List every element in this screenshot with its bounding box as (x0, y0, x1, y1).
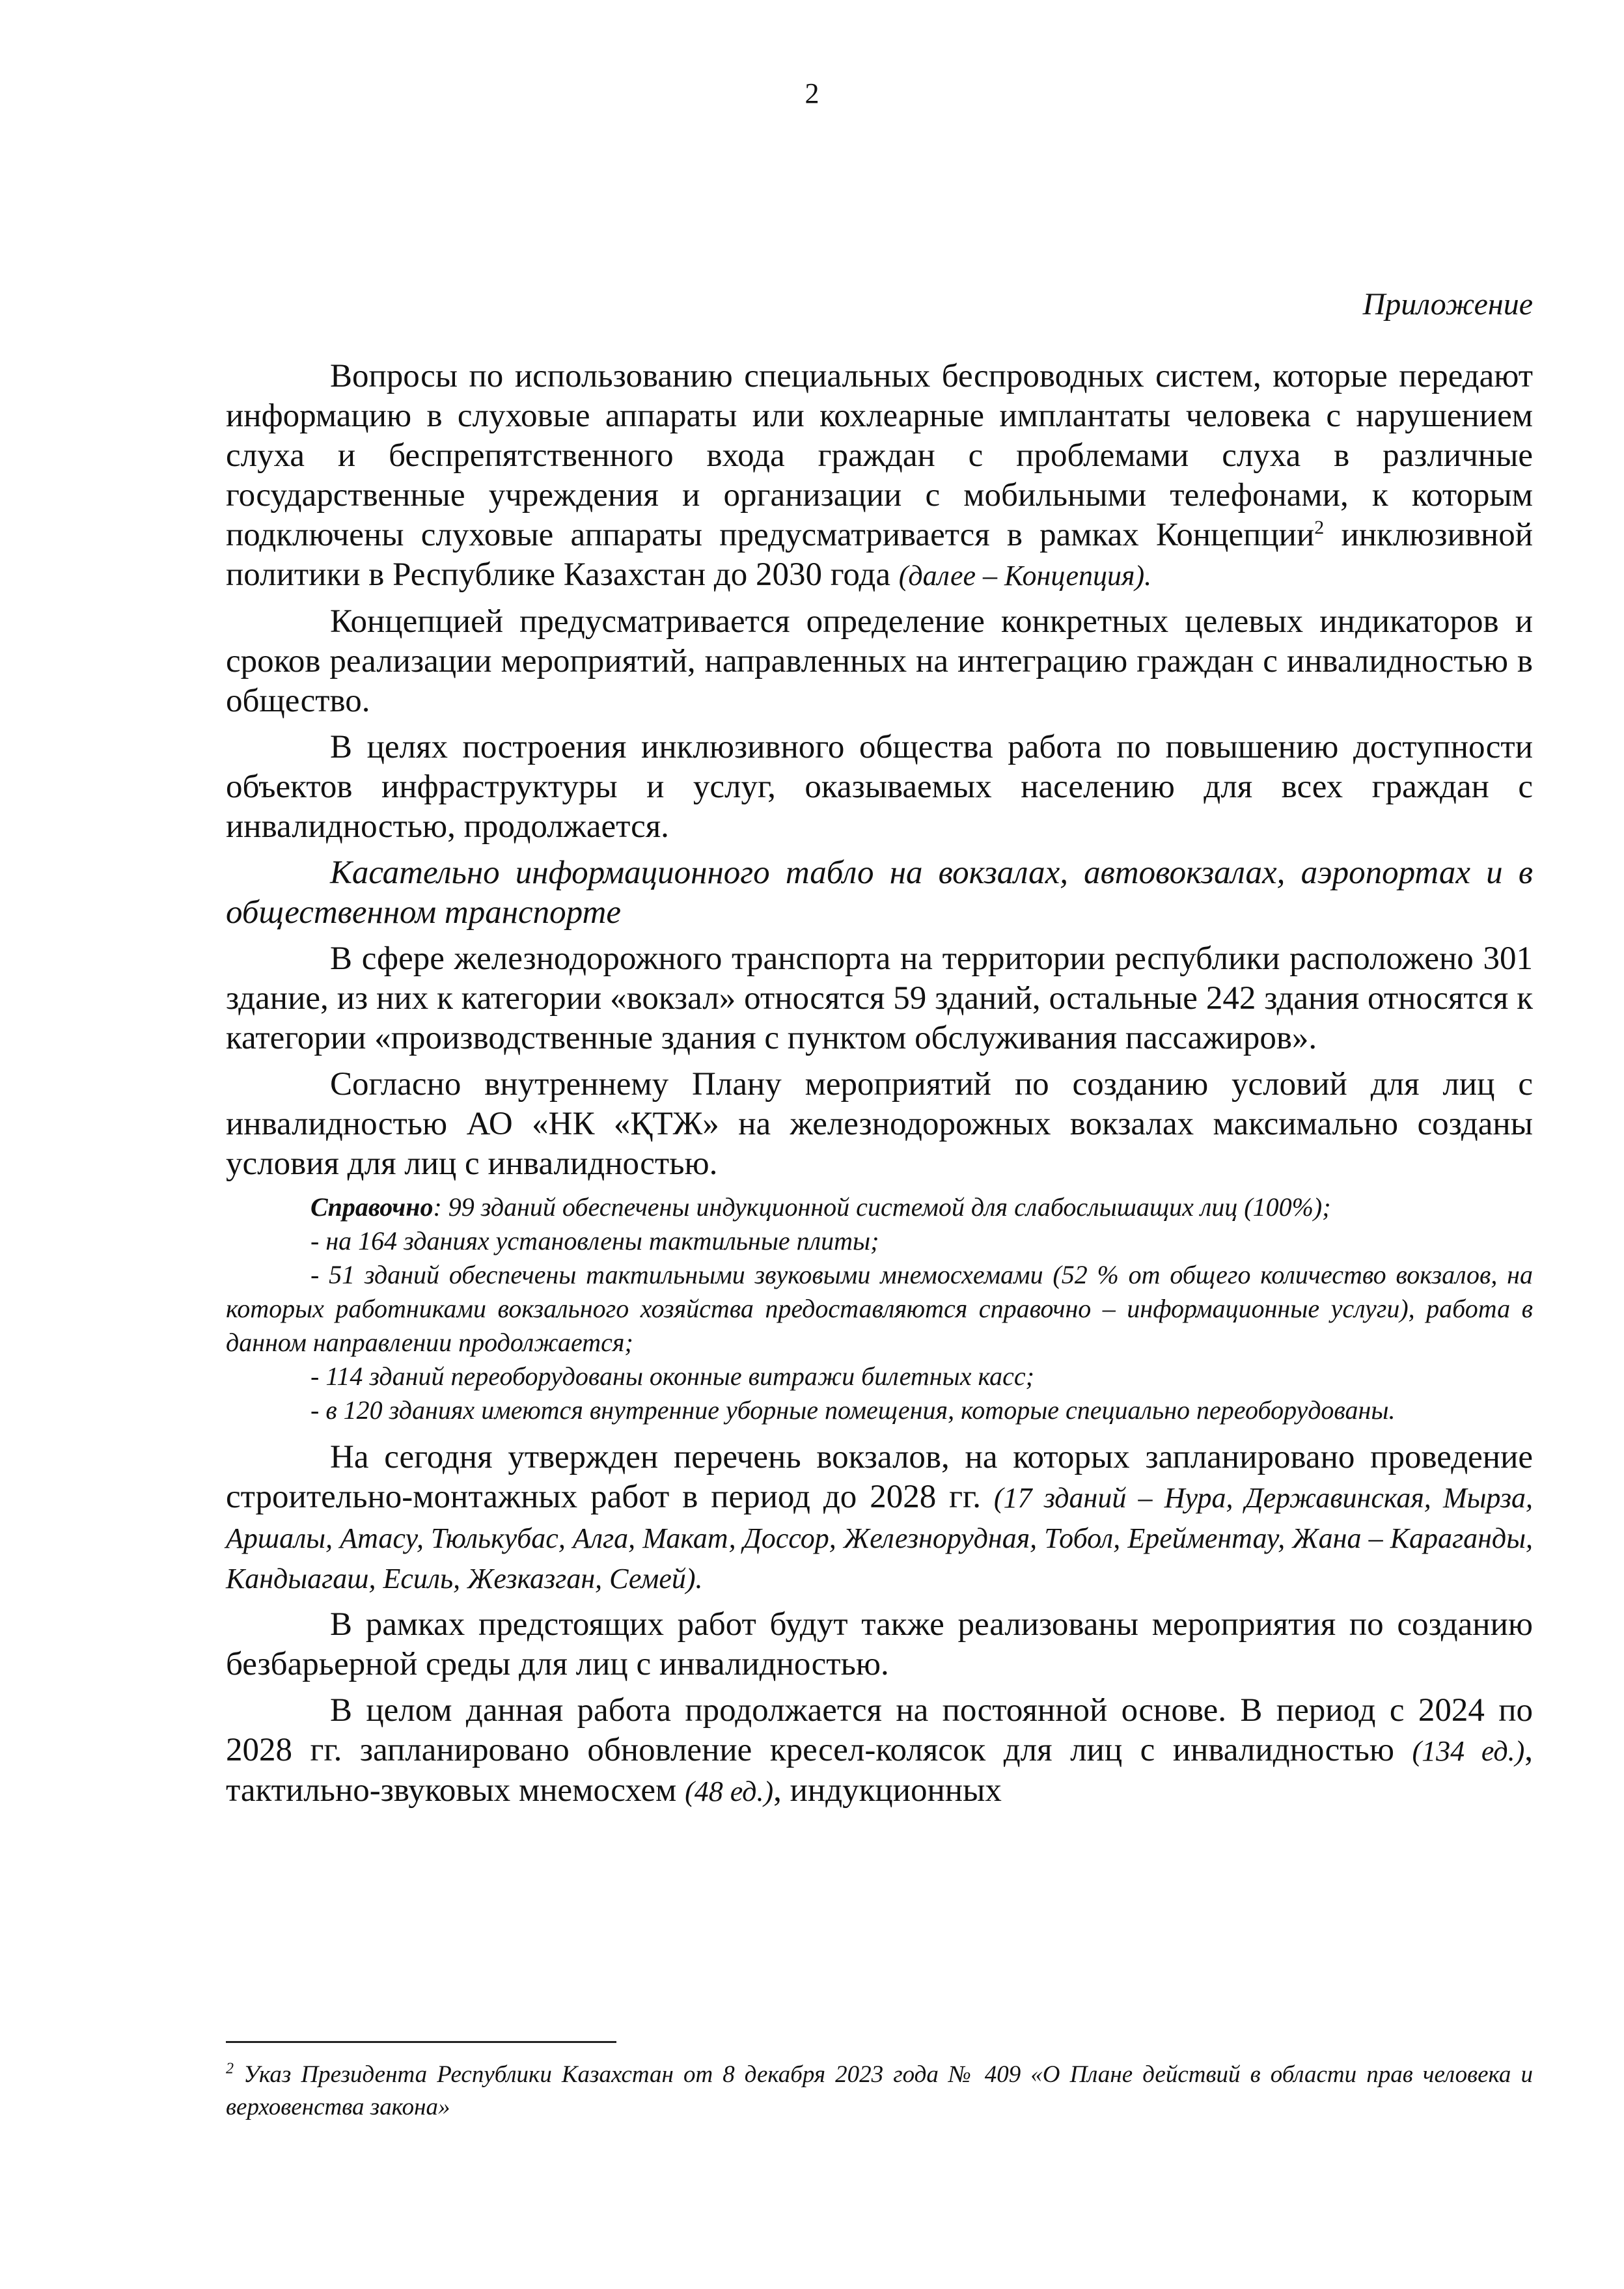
document-body (226, 357, 1533, 1818)
footnote-text: Указ Президента Республики Казахстан от 8 декабря 2023 года № 409 «О Плане действий в области прав человека и верховенства закона» (226, 2061, 1533, 2120)
inline-note: (далее – Концепция). (898, 560, 1152, 592)
reference-lead: Справочно (310, 1192, 434, 1222)
paragraph-text: Вопросы по использованию специальных беспроводных систем, которые передают информацию в слуховые аппараты или кохлеарные имплантаты человека с нарушением слуха и беспрепятственного входа граждан с проблемами слуха в различные государственные учреждения и организации с мобильными телефонами, к которым подключены слуховые аппараты предусматривается в рамках Концепции (226, 358, 1533, 553)
footnote-marker: 2 (226, 2060, 234, 2077)
reference-item: - 114 зданий переоборудованы оконные витражи билетных касс; (310, 1362, 1034, 1391)
page-number: 2 (805, 77, 819, 109)
paragraph-text: В целом данная работа продолжается на постоянной основе. В период с 2024 по 2028 гг. запланировано обновление кресел-колясок для лиц с инвалидностью (226, 1692, 1533, 1768)
reference-first-item (226, 1190, 1533, 1224)
reference-text: : 99 зданий обеспечены индукционной системой для слабослышащих лиц (100%); (433, 1192, 1331, 1222)
inline-note: (134 ед.) (1412, 1735, 1525, 1767)
paragraph-text: инклюзивной политики в Республике Казахстан до 2030 года (226, 517, 1533, 593)
reference-item: - на 164 зданиях установлены тактильные плиты; (310, 1226, 879, 1255)
paragraph-text: , тактильно-звуковых мнемосхем (226, 1732, 1533, 1809)
reference-item: - в 120 зданиях имеются внутренние уборные помещения, которые специально переоборудованы. (310, 1395, 1396, 1425)
paragraph-barrier-free: В рамках предстоящих работ будут также реализованы мероприятия по созданию безбарьерной среды для лиц с инвалидностью. (226, 1606, 1533, 1682)
paragraph-station-list (226, 1438, 1533, 1598)
paragraph-concept: Концепцией предусматривается определение конкретных целевых индикаторов и сроков реализации мероприятий, направленных на интеграцию граждан с инвалидностью в общество. (226, 603, 1533, 719)
paragraph-internal-plan: Согласно внутреннему Плану мероприятий по созданию условий для лиц с инвалидностью АО «НК «ҚТЖ» на железнодорожных вокзалах максимально созданы условия для лиц с инвалидностью. (226, 1066, 1533, 1182)
inline-note: (17 зданий – Нура, Державинская, Мырза, Аршалы, Атасу, Тюлькубас, Алга, Макат, Доссор, Железнорудная, Тобол, Ерейментау, Жана – Караганды, Кандыагаш, Есиль, Жезказган, Семей). (226, 1482, 1533, 1595)
footnote (226, 2059, 1533, 2124)
paragraph-inclusive-society: В целях построения инклюзивного общества работа по повышению доступности объектов инфраструктуры и услуг, оказываемых населению для всех граждан с инвалидностью, продолжается. (226, 729, 1533, 845)
footnote-reference: 2 (1314, 517, 1325, 538)
reference-block (226, 1190, 1533, 1427)
footnote-divider (226, 2041, 616, 2043)
paragraph-wireless-systems (226, 357, 1533, 596)
paragraph-railway-buildings: В сфере железнодорожного транспорта на территории республики расположено 301 здание, из них к категории «вокзал» относятся 59 зданий, остальные 242 здания относятся к категории «производственные здания с пунктом обслуживания пассажиров». (226, 940, 1533, 1056)
appendix-label: Приложение (1362, 287, 1533, 322)
paragraph-ongoing-work (226, 1691, 1533, 1811)
paragraph-text: , индукционных (773, 1772, 1002, 1809)
paragraph-text: На сегодня утвержден перечень вокзалов, на которых запланировано проведение строительно-монтажных работ в период до 2028 гг. (226, 1439, 1533, 1515)
section-heading: Касательно информационного табло на вокзалах, автовокзалах, аэропортах и в общественном транспорте (226, 855, 1533, 931)
inline-note: (48 ед.) (685, 1775, 774, 1807)
reference-item: - 51 зданий обеспечены тактильными звуковыми мнемосхемами (52 % от общего количество вокзалов, на которых работниками вокзального хозяйства предоставляются справочно – информационные услуги), работа в данном направлении продолжается; (226, 1260, 1533, 1357)
